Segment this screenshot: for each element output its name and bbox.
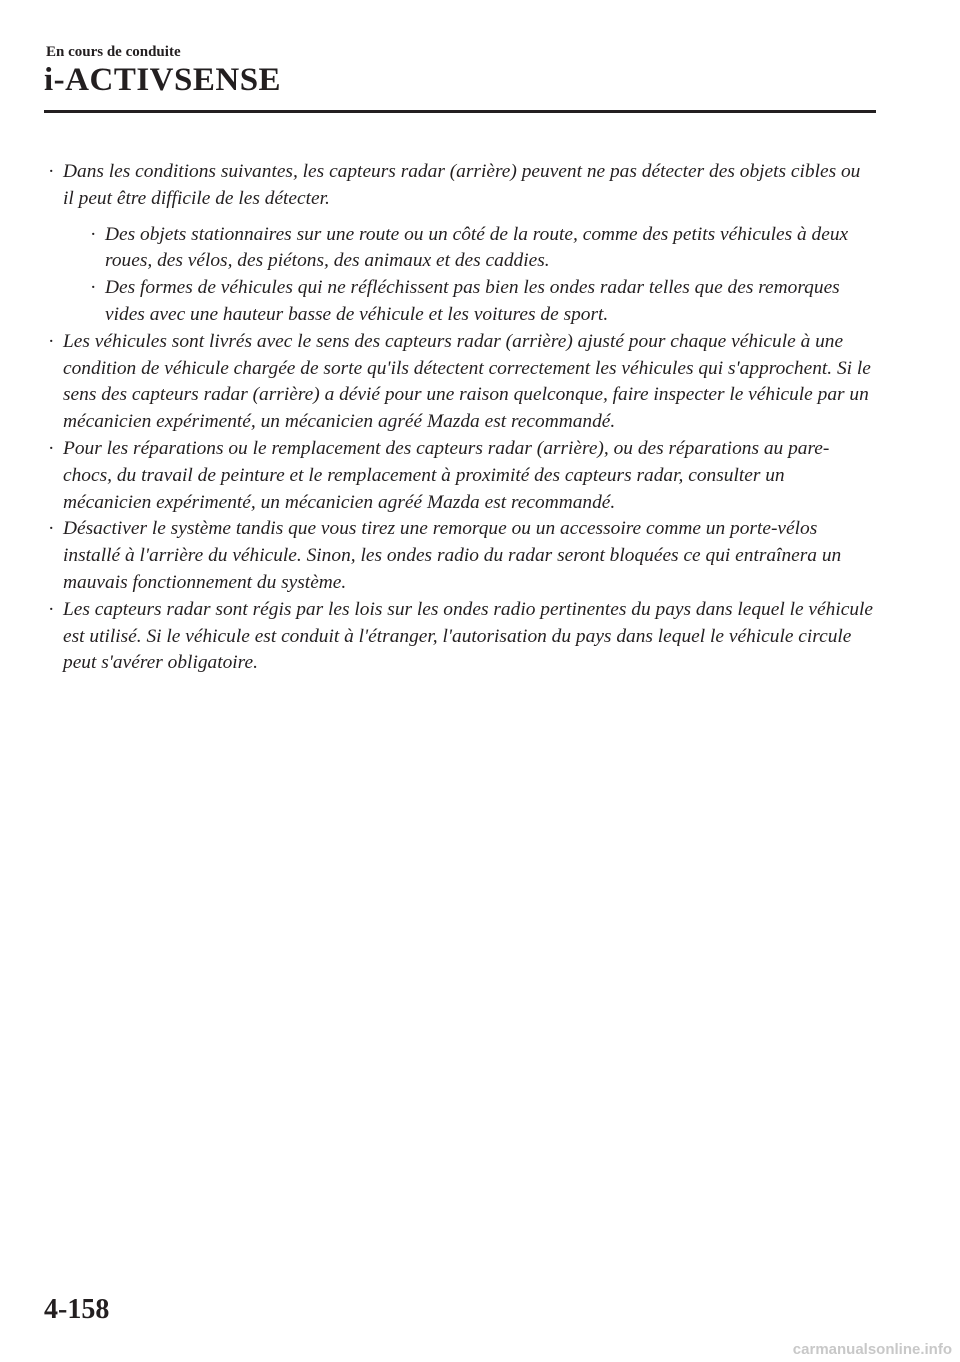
bullet-text: Dans les conditions suivantes, les capteurs radar (arrière) peuvent ne pas détecter des objets cibles ou il peut être difficile de les détecter. <box>63 161 861 209</box>
page-number: 4-158 <box>44 1294 110 1325</box>
content-body <box>44 159 874 677</box>
bullet-dot: · <box>48 598 55 620</box>
bullet-item <box>44 597 874 677</box>
bullet-item <box>44 436 874 516</box>
header-divider <box>44 110 876 113</box>
bullet-text: Pour les réparations ou le remplacement des capteurs radar (arrière), ou des réparations au pare-chocs, du travail de peinture et le remplacement à proximité des capteurs radar, consulter un mécanicien expérimenté, un mécanicien agréé Mazda est recommandé. <box>63 437 830 513</box>
bullet-dot: · <box>48 161 55 182</box>
bullet-dot: · <box>48 518 55 540</box>
page-title: i-ACTIVSENSE <box>44 62 282 98</box>
sub-bullet-item <box>63 222 874 276</box>
sub-bullet-item <box>63 275 874 329</box>
section-header: En cours de conduite <box>46 44 181 60</box>
bullet-dot: · <box>48 330 55 352</box>
sub-bullet-text: Des objets stationnaires sur une route ou un côté de la route, comme des petits véhicules à deux roues, des vélos, des piétons, des animaux et des caddies. <box>105 223 849 272</box>
bullet-dot: · <box>48 437 55 459</box>
bullet-item <box>44 516 874 596</box>
bullet-text: Les capteurs radar sont régis par les lois sur les ondes radio pertinentes du pays dans lequel le véhicule est utilisé. Si le véhicule est conduit à l'étranger, l'autorisation du pays dans lequel le véhicule circule peut s'avérer obligatoire. <box>63 598 874 674</box>
bullet-dot: · <box>90 223 97 245</box>
sub-bullet-list <box>63 222 874 329</box>
bullet-dot: · <box>90 277 97 299</box>
bullet-text: Les véhicules sont livrés avec le sens des capteurs radar (arrière) ajusté pour chaque véhicule à une condition de véhicule chargée de sorte qu'ils détectent correctement les véhicules qui s'approchent. Si le sens des capteurs radar (arrière) a dévié pour une raison quelconque, faire inspecter le véhicule par un mécanicien expérimenté, un mécanicien agréé Mazda est recommandé. <box>63 330 871 433</box>
bullet-item <box>44 329 874 436</box>
bullet-item <box>44 159 874 329</box>
bullet-text: Désactiver le système tandis que vous tirez une remorque ou un accessoire comme un porte-vélos installé à l'arrière du véhicule. Sinon, les ondes radio du radar seront bloquées ce qui entraînera un mauvais fonctionnement du système. <box>63 518 842 593</box>
watermark: carmanualsonline.info <box>792 1341 952 1358</box>
sub-bullet-text: Des formes de véhicules qui ne réfléchissent pas bien les ondes radar telles que des remorques vides avec une hauteur basse de véhicule et les voitures de sport. <box>105 277 840 325</box>
